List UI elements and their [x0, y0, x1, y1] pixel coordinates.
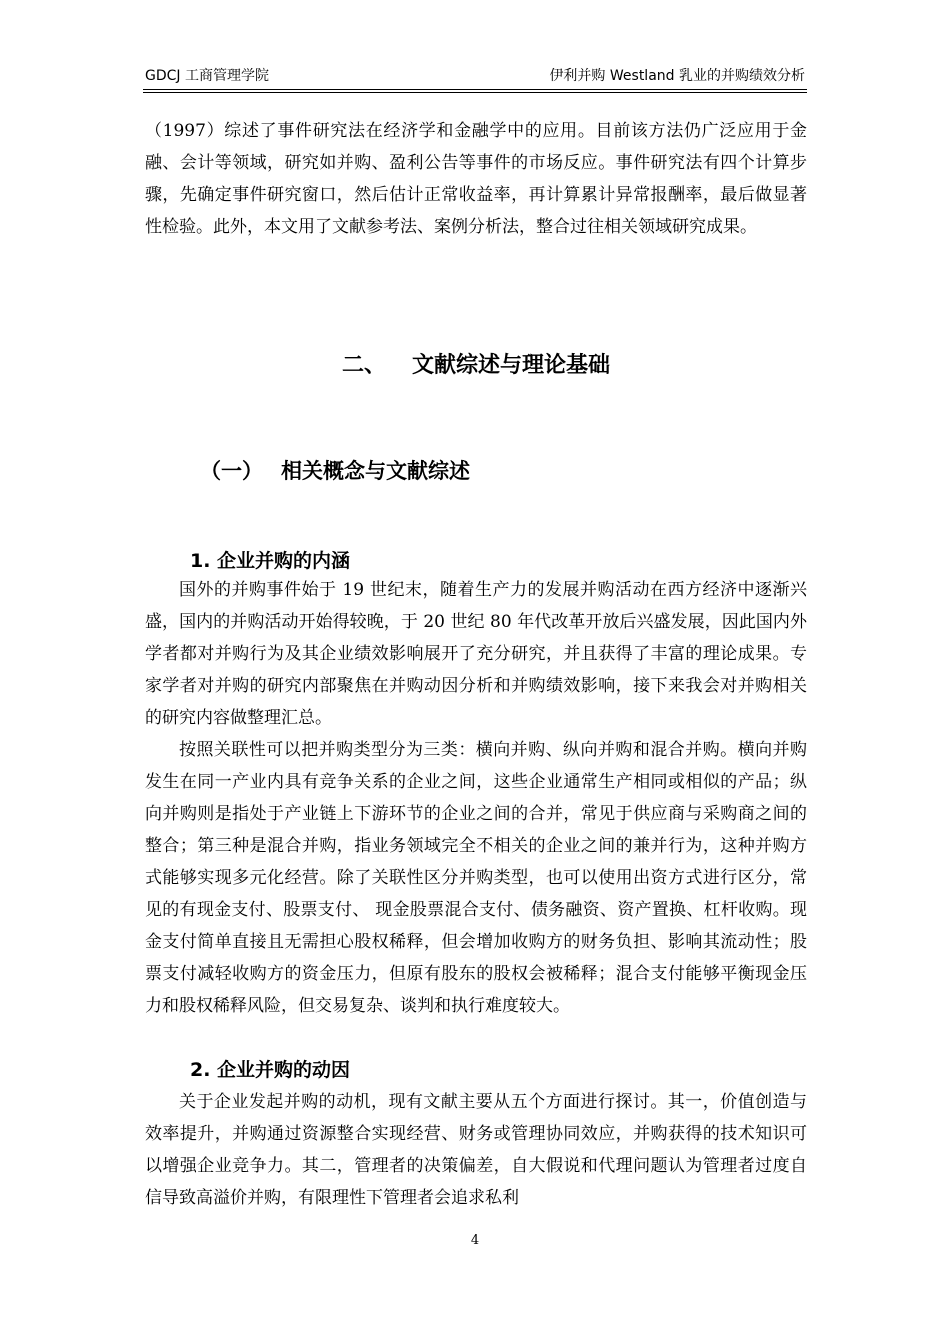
header-divider [143, 89, 807, 90]
header-institution: GDCJ 工商管理学院 [145, 68, 269, 84]
page-number: 4 [470, 1233, 480, 1248]
subsection-number: （一） [200, 459, 263, 483]
intro-paragraph: （1997）综述了事件研究法在经济学和金融学中的应用。目前该方法仍广泛应用于金融、会计等领域，研究如并购、盈利公告等事件的市场反应。事件研究法有四个计算步骤，先确定事件研究窗口，然后估计正常收益率，再计算累计异常报酬率，最后做显著性检验。此外，本文用了文献参考法、案例分析法，整合过往相关领域研究成果。 [145, 121, 807, 237]
header-divider-secondary [143, 92, 807, 93]
section-title: 文献综述与理论基础 [412, 353, 611, 378]
sub1-heading: 1. 企业并购的内涵 [190, 550, 351, 572]
sub1-paragraph-1: 国外的并购事件始于 19 世纪末，随着生产力的发展并购活动在西方经济中逐渐兴盛，国内的并购活动开始得较晚，于 20 世纪 80 年代改革开放后兴盛发展，因此国内外学者都对并购行为及其企业绩效影响展开了充分研究，并且获得了丰富的理论成果。专家学者对并购的研究内部聚焦在并购动因分析和并购绩效影响，接下来我会对并购相关的研究内容做整理汇总。 [145, 580, 807, 728]
section-heading [145, 350, 807, 382]
sub2-heading: 2. 企业并购的动因 [190, 1059, 351, 1081]
sub1-paragraph-2: 按照关联性可以把并购类型分为三类：横向并购、纵向并购和混合并购。横向并购发生在同一产业内具有竞争关系的企业之间，这些企业通常生产相同或相似的产品；纵向并购则是指处于产业链上下游环节的企业之间的合并，常见于供应商与采购商之间的整合；第三种是混合并购，指业务领域完全不相关的企业之间的兼并行为，这种并购方式能够实现多元化经营。除了关联性区分并购类型，也可以使用出资方式进行区分，常见的有现金支付、股票支付、 现金股票混合支付、债务融资、资产置换、杠杆收购。现金支付简单直接且无需担心股权稀释，但会增加收购方的财务负担、影响其流动性；股票支付减轻收购方的资金压力，但原有股东的股权会被稀释；混合支付能够平衡现金压力和股权稀释风险，但交易复杂、谈判和执行难度较大。 [145, 740, 807, 1016]
section-number: 二、 [341, 353, 386, 378]
header-thesis-title: 伊利并购 Westland 乳业的并购绩效分析 [549, 68, 805, 84]
sub2-paragraph-1: 关于企业发起并购的动机，现有文献主要从五个方面进行探讨。其一，价值创造与效率提升，并购通过资源整合实现经营、财务或管理协同效应，并购获得的技术知识可以增强企业竞争力。其二，管理者的决策偏差，自大假说和代理问题认为管理者过度自信导致高溢价并购，有限理性下管理者会追求私利 [145, 1092, 807, 1208]
subsection-heading [200, 456, 470, 486]
subsection-title: 相关概念与文献综述 [281, 459, 470, 483]
